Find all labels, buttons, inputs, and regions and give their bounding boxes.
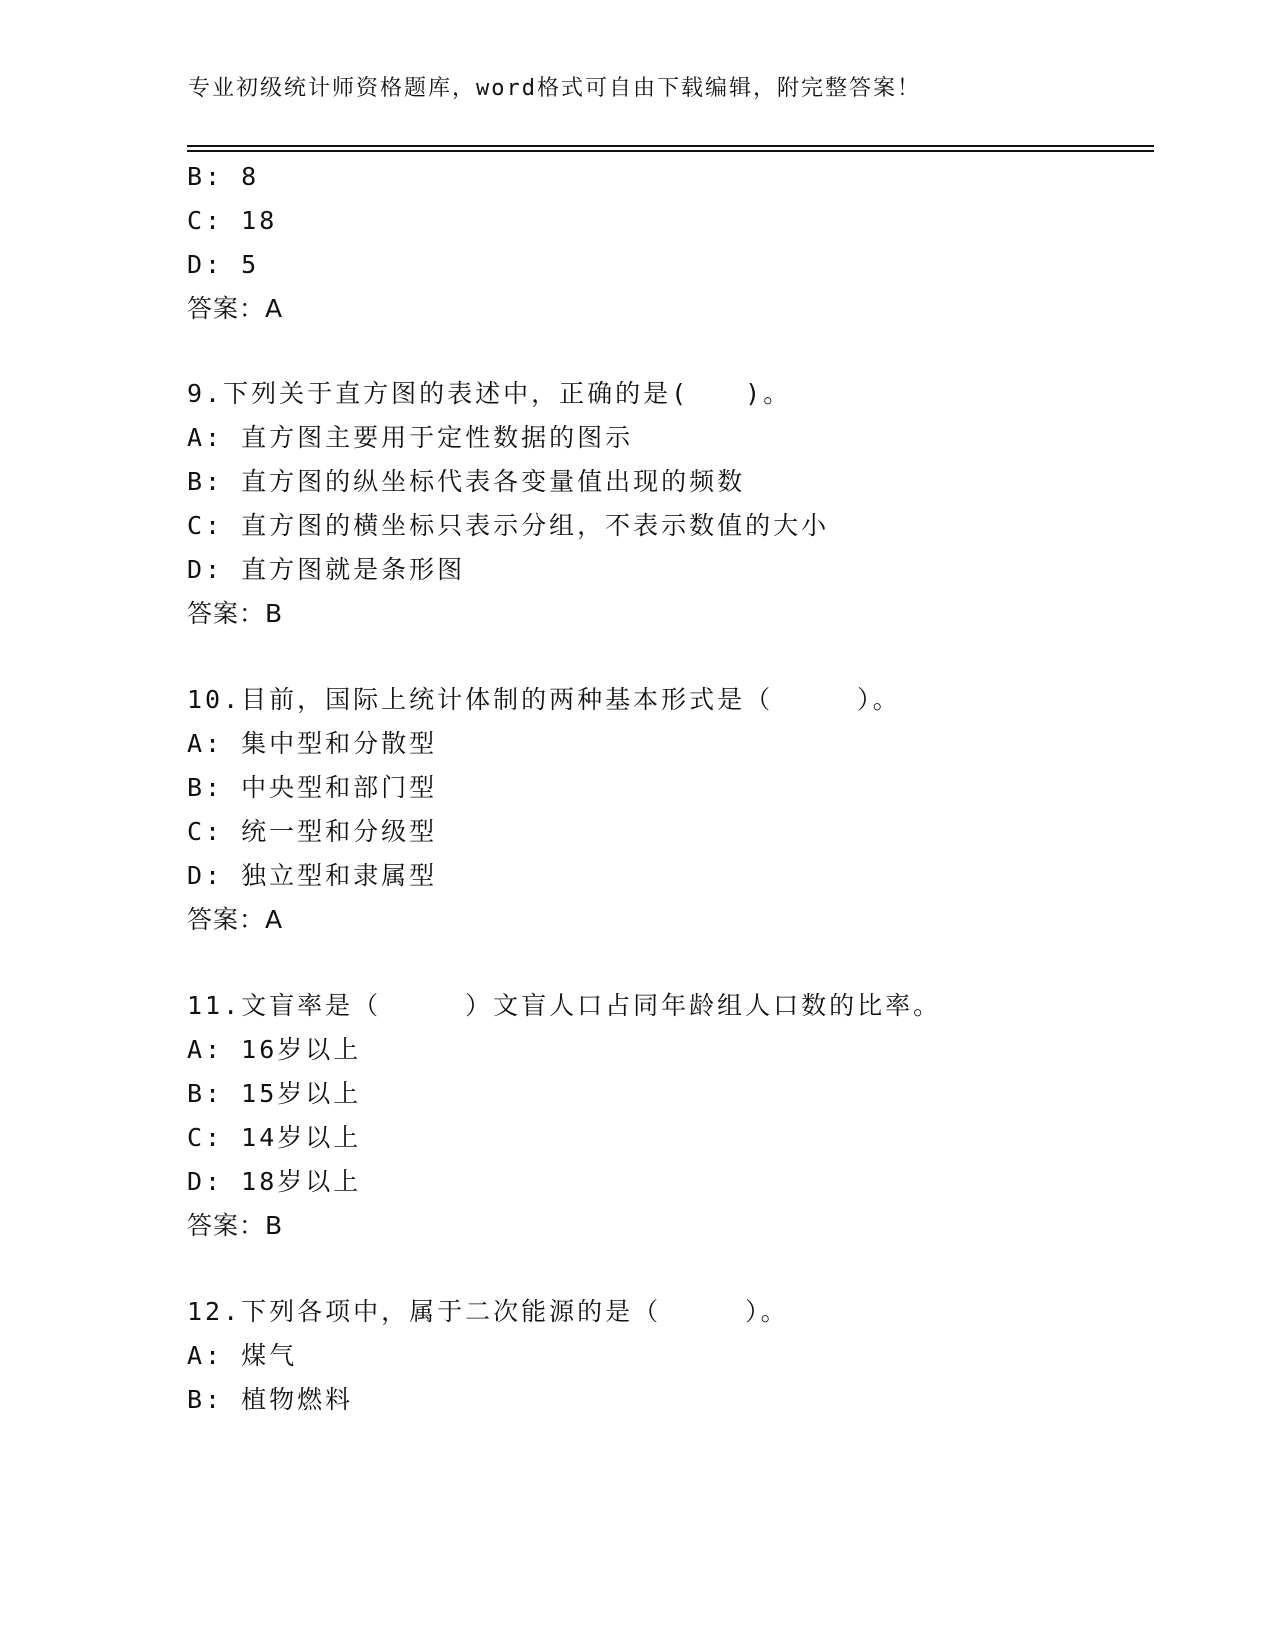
option-d: D: 5 (187, 250, 260, 279)
option-b: B: 15岁以上 (187, 1079, 362, 1108)
option-a: A: 集中型和分散型 (187, 729, 438, 758)
option-a: A: 直方图主要用于定性数据的图示 (187, 423, 634, 452)
question-stem: 9.下列关于直方图的表述中，正确的是( )。 (187, 379, 792, 408)
option-b: B: 中央型和部门型 (187, 773, 438, 802)
option-c: C: 18 (187, 206, 278, 235)
option-c: C: 14岁以上 (187, 1123, 362, 1152)
answer: 答案：B (187, 1211, 284, 1240)
option-c: C: 直方图的横坐标只表示分组，不表示数值的大小 (187, 511, 830, 540)
option-b: B: 8 (187, 162, 260, 191)
option-d: D: 独立型和隶属型 (187, 861, 438, 890)
option-b: B: 直方图的纵坐标代表各变量值出现的频数 (187, 467, 746, 496)
answer: 答案：A (187, 905, 284, 934)
page-header: 专业初级统计师资格题库，word格式可自由下载编辑，附完整答案！ (188, 76, 921, 101)
header-rule-bottom (187, 150, 1154, 152)
answer: 答案：A (187, 294, 284, 323)
option-a: A: 煤气 (187, 1341, 298, 1370)
question-stem: 12.下列各项中，属于二次能源的是（ ）。 (187, 1297, 789, 1326)
question-stem: 11.文盲率是（ ）文盲人口占同年龄组人口数的比率。 (187, 991, 942, 1020)
option-d: D: 18岁以上 (187, 1167, 362, 1196)
option-b: B: 植物燃料 (187, 1385, 354, 1414)
header-rule-top (187, 145, 1154, 147)
option-d: D: 直方图就是条形图 (187, 555, 466, 584)
answer: 答案：B (187, 599, 284, 628)
option-c: C: 统一型和分级型 (187, 817, 438, 846)
question-stem: 10.目前，国际上统计体制的两种基本形式是（ ）。 (187, 685, 901, 714)
option-a: A: 16岁以上 (187, 1035, 362, 1064)
